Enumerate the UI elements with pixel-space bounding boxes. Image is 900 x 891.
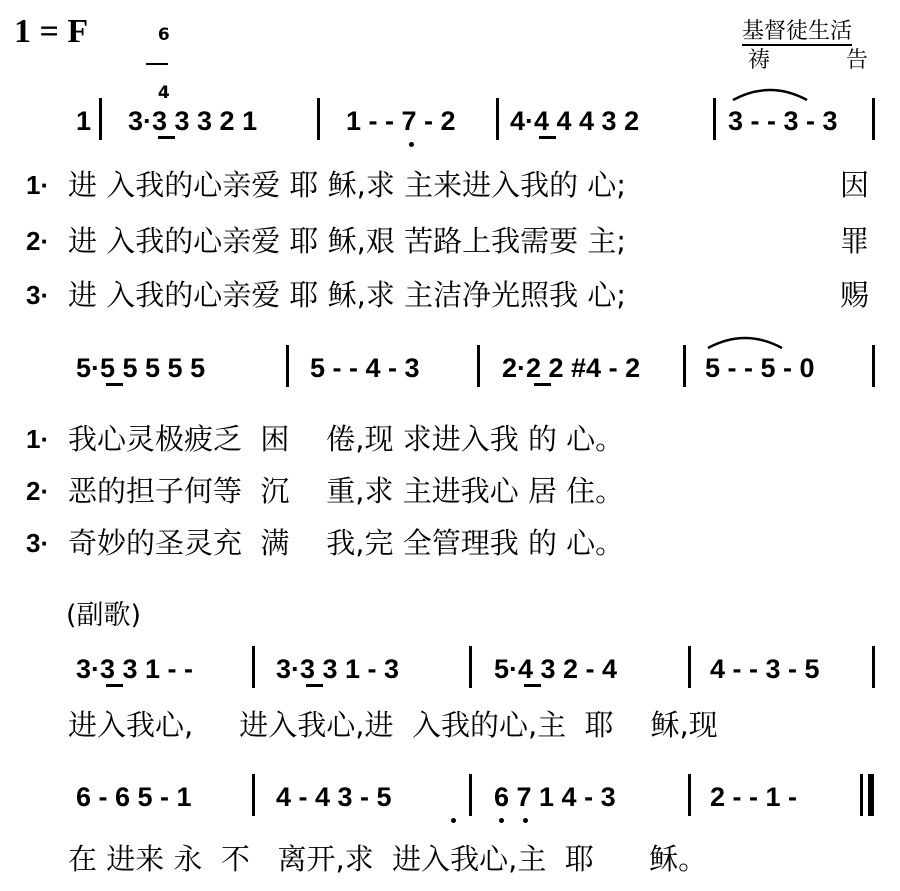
barline [286, 345, 289, 387]
barline [713, 98, 716, 140]
measure: 6 7 1 4 - 3 [494, 782, 616, 812]
time-signature-bottom: 4 [157, 83, 170, 103]
lower-octave-dot [523, 818, 528, 823]
category-right: 告 [846, 48, 869, 73]
chorus-lyrics-2: 在 进来 永 不 离开,求 进入我心,主 耶 稣。 [68, 842, 708, 876]
measure: 3 - - 3 - 3 [728, 106, 838, 136]
barline [872, 646, 875, 688]
underline [534, 383, 551, 386]
time-signature-top: 6 [157, 25, 170, 45]
barline [872, 345, 875, 387]
verse-lyrics: 我心灵极疲乏 困 倦,现 求进入我 的 心。 [68, 422, 625, 456]
lower-octave-dot [499, 818, 504, 823]
measure: 5·4 3 2 - 4 [494, 654, 618, 684]
measure: 1 [76, 106, 92, 136]
verse-number: 2· [26, 226, 50, 256]
measure: 3·3 3 1 - 3 [276, 654, 400, 684]
measure: 5 - - 5 - 0 [705, 353, 815, 383]
lower-octave-dot [451, 818, 456, 823]
verse-number: 3· [26, 528, 50, 558]
measure: 1 - - 7 - 2 [346, 106, 456, 136]
measure: 5·5 5 5 5 5 [76, 353, 206, 383]
time-signature [146, 8, 168, 102]
underline [306, 684, 323, 687]
chorus-label: (副歌) [66, 600, 142, 631]
barline [317, 98, 320, 140]
verse-number: 3· [26, 280, 50, 310]
barline [469, 646, 472, 688]
verse-lyrics: 进 入我的心亲爱 耶 稣,艰 苦路上我需要 主; [68, 224, 627, 258]
title-credit: 基督徒生活 [742, 19, 853, 44]
final-barline-thin [860, 774, 863, 816]
measure: 4 - - 3 - 5 [710, 654, 820, 684]
underline [106, 684, 123, 687]
lower-octave-dot [409, 142, 414, 147]
verse-number: 1· [26, 170, 50, 200]
measure: 3·3 3 1 - - [76, 654, 194, 684]
barline [252, 774, 255, 816]
tie-arc [730, 84, 810, 102]
final-barline-thick [868, 774, 874, 816]
verse-lyrics: 奇妙的圣灵充 满 我,完 全管理我 的 心。 [68, 526, 625, 560]
verse-lyrics-end: 赐 [840, 278, 870, 312]
barline [99, 98, 102, 140]
verse-lyrics: 进 入我的心亲爱 耶 稣,求 主来进入我的 心; [68, 168, 627, 202]
barline [688, 646, 691, 688]
verse-lyrics: 进 入我的心亲爱 耶 稣,求 主洁净光照我 心; [68, 278, 627, 312]
measure: 2·2 2 #4 - 2 [502, 353, 641, 383]
verse-number: 1· [26, 424, 50, 454]
time-signature-divider [146, 63, 168, 65]
chorus-lyrics-1: 进入我心, 进入我心,进 入我的心,主 耶 稣,现 [68, 708, 718, 742]
barline [252, 646, 255, 688]
measure: 4·4 4 4 3 2 [510, 106, 640, 136]
verse-lyrics-end: 罪 [840, 224, 870, 258]
barline [469, 774, 472, 816]
category-left: 祷 [748, 48, 771, 73]
barline [683, 345, 686, 387]
barline [477, 345, 480, 387]
verse-lyrics: 恶的担子何等 沉 重,求 主进我心 居 住。 [68, 474, 625, 508]
underline [106, 383, 123, 386]
barline [688, 774, 691, 816]
underline [158, 136, 175, 139]
key-signature: 1 = F [14, 13, 89, 50]
measure: 4 - 4 3 - 5 [276, 782, 392, 812]
measure: 5 - - 4 - 3 [310, 353, 420, 383]
barline [496, 98, 499, 140]
barline [872, 98, 875, 140]
tie-arc [705, 332, 785, 350]
measure: 3·3 3 3 2 1 [128, 106, 258, 136]
underline [539, 136, 556, 139]
verse-number: 2· [26, 476, 50, 506]
underline [524, 684, 541, 687]
verse-lyrics-end: 因 [840, 168, 870, 202]
measure: 2 - - 1 - [710, 782, 798, 812]
measure: 6 - 6 5 - 1 [76, 782, 192, 812]
